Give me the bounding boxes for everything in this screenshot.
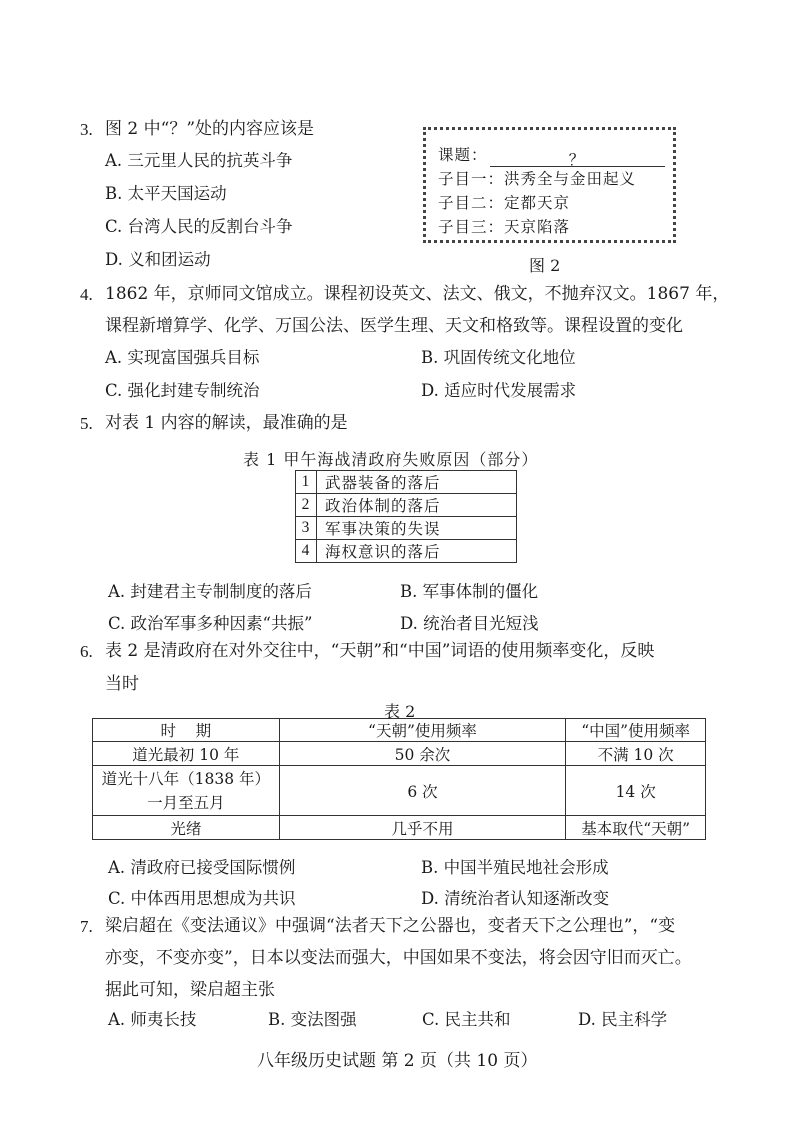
- question-stem-line: 表 2 是清政府在对外交往中，“天朝”和“中国”词语的使用频率变化，反映: [105, 641, 655, 661]
- question-stem-line: 亦变，不变亦变”，日本以变法而强大，中国如果不变法，将会因守旧而灭亡。: [105, 948, 692, 968]
- option-c: C. 中体西用思想成为共识: [108, 889, 296, 908]
- table-header-row: [93, 719, 706, 742]
- table-header-cell: “中国”使用频率: [566, 719, 706, 742]
- table-cell: 14 次: [566, 766, 706, 816]
- option-d: D. 民主科学: [578, 1010, 668, 1029]
- table-row: [296, 540, 517, 563]
- table-cell: 光绪: [93, 816, 280, 840]
- table-cell: 海权意识的落后: [317, 540, 517, 563]
- option-a: A. 实现富国强兵目标: [105, 348, 260, 367]
- table-cell: 3: [296, 517, 317, 540]
- question-number: 3.: [80, 120, 93, 139]
- option-b: B. 军事体制的僵化: [400, 582, 539, 601]
- option-d: D. 适应时代发展需求: [421, 381, 577, 400]
- figure-topic-blank: ？: [490, 148, 665, 167]
- figure-item-1: 子目一：洪秀全与金田起义: [438, 170, 637, 188]
- question-number: 7.: [80, 917, 93, 936]
- table-cell: 4: [296, 540, 317, 563]
- question-stem-line: 课程新增算学、化学、万国公法、医学生理、天文和格致等。课程设置的变化: [105, 316, 683, 336]
- table-2-title: 表 2: [384, 702, 416, 721]
- table-1: [295, 470, 517, 563]
- table-2: [92, 718, 706, 840]
- table-row: [296, 517, 517, 540]
- table-header-cell: “天朝”使用频率: [279, 719, 566, 742]
- table-cell: 1: [296, 471, 317, 494]
- table-cell: 6 次: [279, 766, 566, 816]
- option-a: A. 封建君主专制制度的落后: [108, 582, 312, 601]
- question-number: 6.: [80, 642, 93, 661]
- question-number: 5.: [80, 414, 93, 433]
- question-stem: 图 2 中“？”处的内容应该是: [105, 119, 315, 139]
- figure-2-box: [423, 127, 676, 243]
- question-stem-line: 据此可知，梁启超主张: [105, 980, 275, 1000]
- table-row: [296, 471, 517, 494]
- option-a: A. 清政府已接受国际惯例: [108, 858, 296, 877]
- option-c: C. 民主共和: [422, 1010, 511, 1029]
- table-cell: 军事决策的失误: [317, 517, 517, 540]
- option-c: C. 政治军事多种因素“共振”: [108, 614, 313, 633]
- figure-caption: 图 2: [529, 256, 561, 275]
- option-a: A. 师夷长技: [108, 1010, 197, 1029]
- question-stem-line: 当时: [105, 674, 139, 694]
- table-cell: [93, 766, 280, 816]
- figure-item-3: 子目三：天京陷落: [438, 218, 571, 236]
- question-stem-line: 梁启超在《变法通议》中强调“法者天下之公器也，变者天下之公理也”，“变: [105, 916, 676, 936]
- table-cell: 政治体制的落后: [317, 494, 517, 517]
- table-header-cell: 时 期: [93, 719, 280, 742]
- table-row: [93, 816, 706, 840]
- table-row: [93, 766, 706, 816]
- option-b: B. 太平天国运动: [105, 184, 227, 203]
- table-cell-line: 一月至五月: [147, 793, 225, 812]
- table-cell: 50 余次: [279, 742, 566, 766]
- table-row: [296, 494, 517, 517]
- option-b: B. 变法图强: [268, 1010, 357, 1029]
- option-c: C. 台湾人民的反割台斗争: [105, 217, 293, 236]
- table-cell: 不满 10 次: [566, 742, 706, 766]
- figure-item-2: 子目二：定都天京: [438, 194, 571, 212]
- question-stem-line: 1862 年，京师同文馆成立。课程初设英文、法文、俄文，不抛弃汉文。1867 年，: [105, 284, 730, 304]
- option-b: B. 中国半殖民地社会形成: [421, 858, 609, 877]
- page-footer: 八年级历史试题 第 2 页（共 10 页）: [257, 1051, 538, 1071]
- option-d: D. 清统治者认知逐渐改变: [421, 889, 610, 908]
- table-cell-line: 道光十八年（1838 年）: [101, 769, 270, 788]
- table-cell: 基本取代“天朝”: [566, 816, 706, 840]
- figure-topic-line: [438, 143, 661, 167]
- table-cell: 道光最初 10 年: [93, 742, 280, 766]
- option-a: A. 三元里人民的抗英斗争: [105, 151, 293, 170]
- table-1-title: 表 1 甲午海战清政府失败原因（部分）: [243, 450, 539, 469]
- table-cell: 几乎不用: [279, 816, 566, 840]
- table-row: [93, 742, 706, 766]
- figure-topic-label: 课题：: [438, 146, 488, 164]
- option-b: B. 巩固传统文化地位: [421, 348, 576, 367]
- option-d: D. 统治者目光短浅: [400, 614, 539, 633]
- question-number: 4.: [80, 285, 93, 304]
- question-stem: 对表 1 内容的解读，最准确的是: [105, 413, 348, 433]
- option-d: D. 义和团运动: [105, 250, 211, 269]
- table-cell: 武器装备的落后: [317, 471, 517, 494]
- option-c: C. 强化封建专制统治: [105, 381, 260, 400]
- table-cell: 2: [296, 494, 317, 517]
